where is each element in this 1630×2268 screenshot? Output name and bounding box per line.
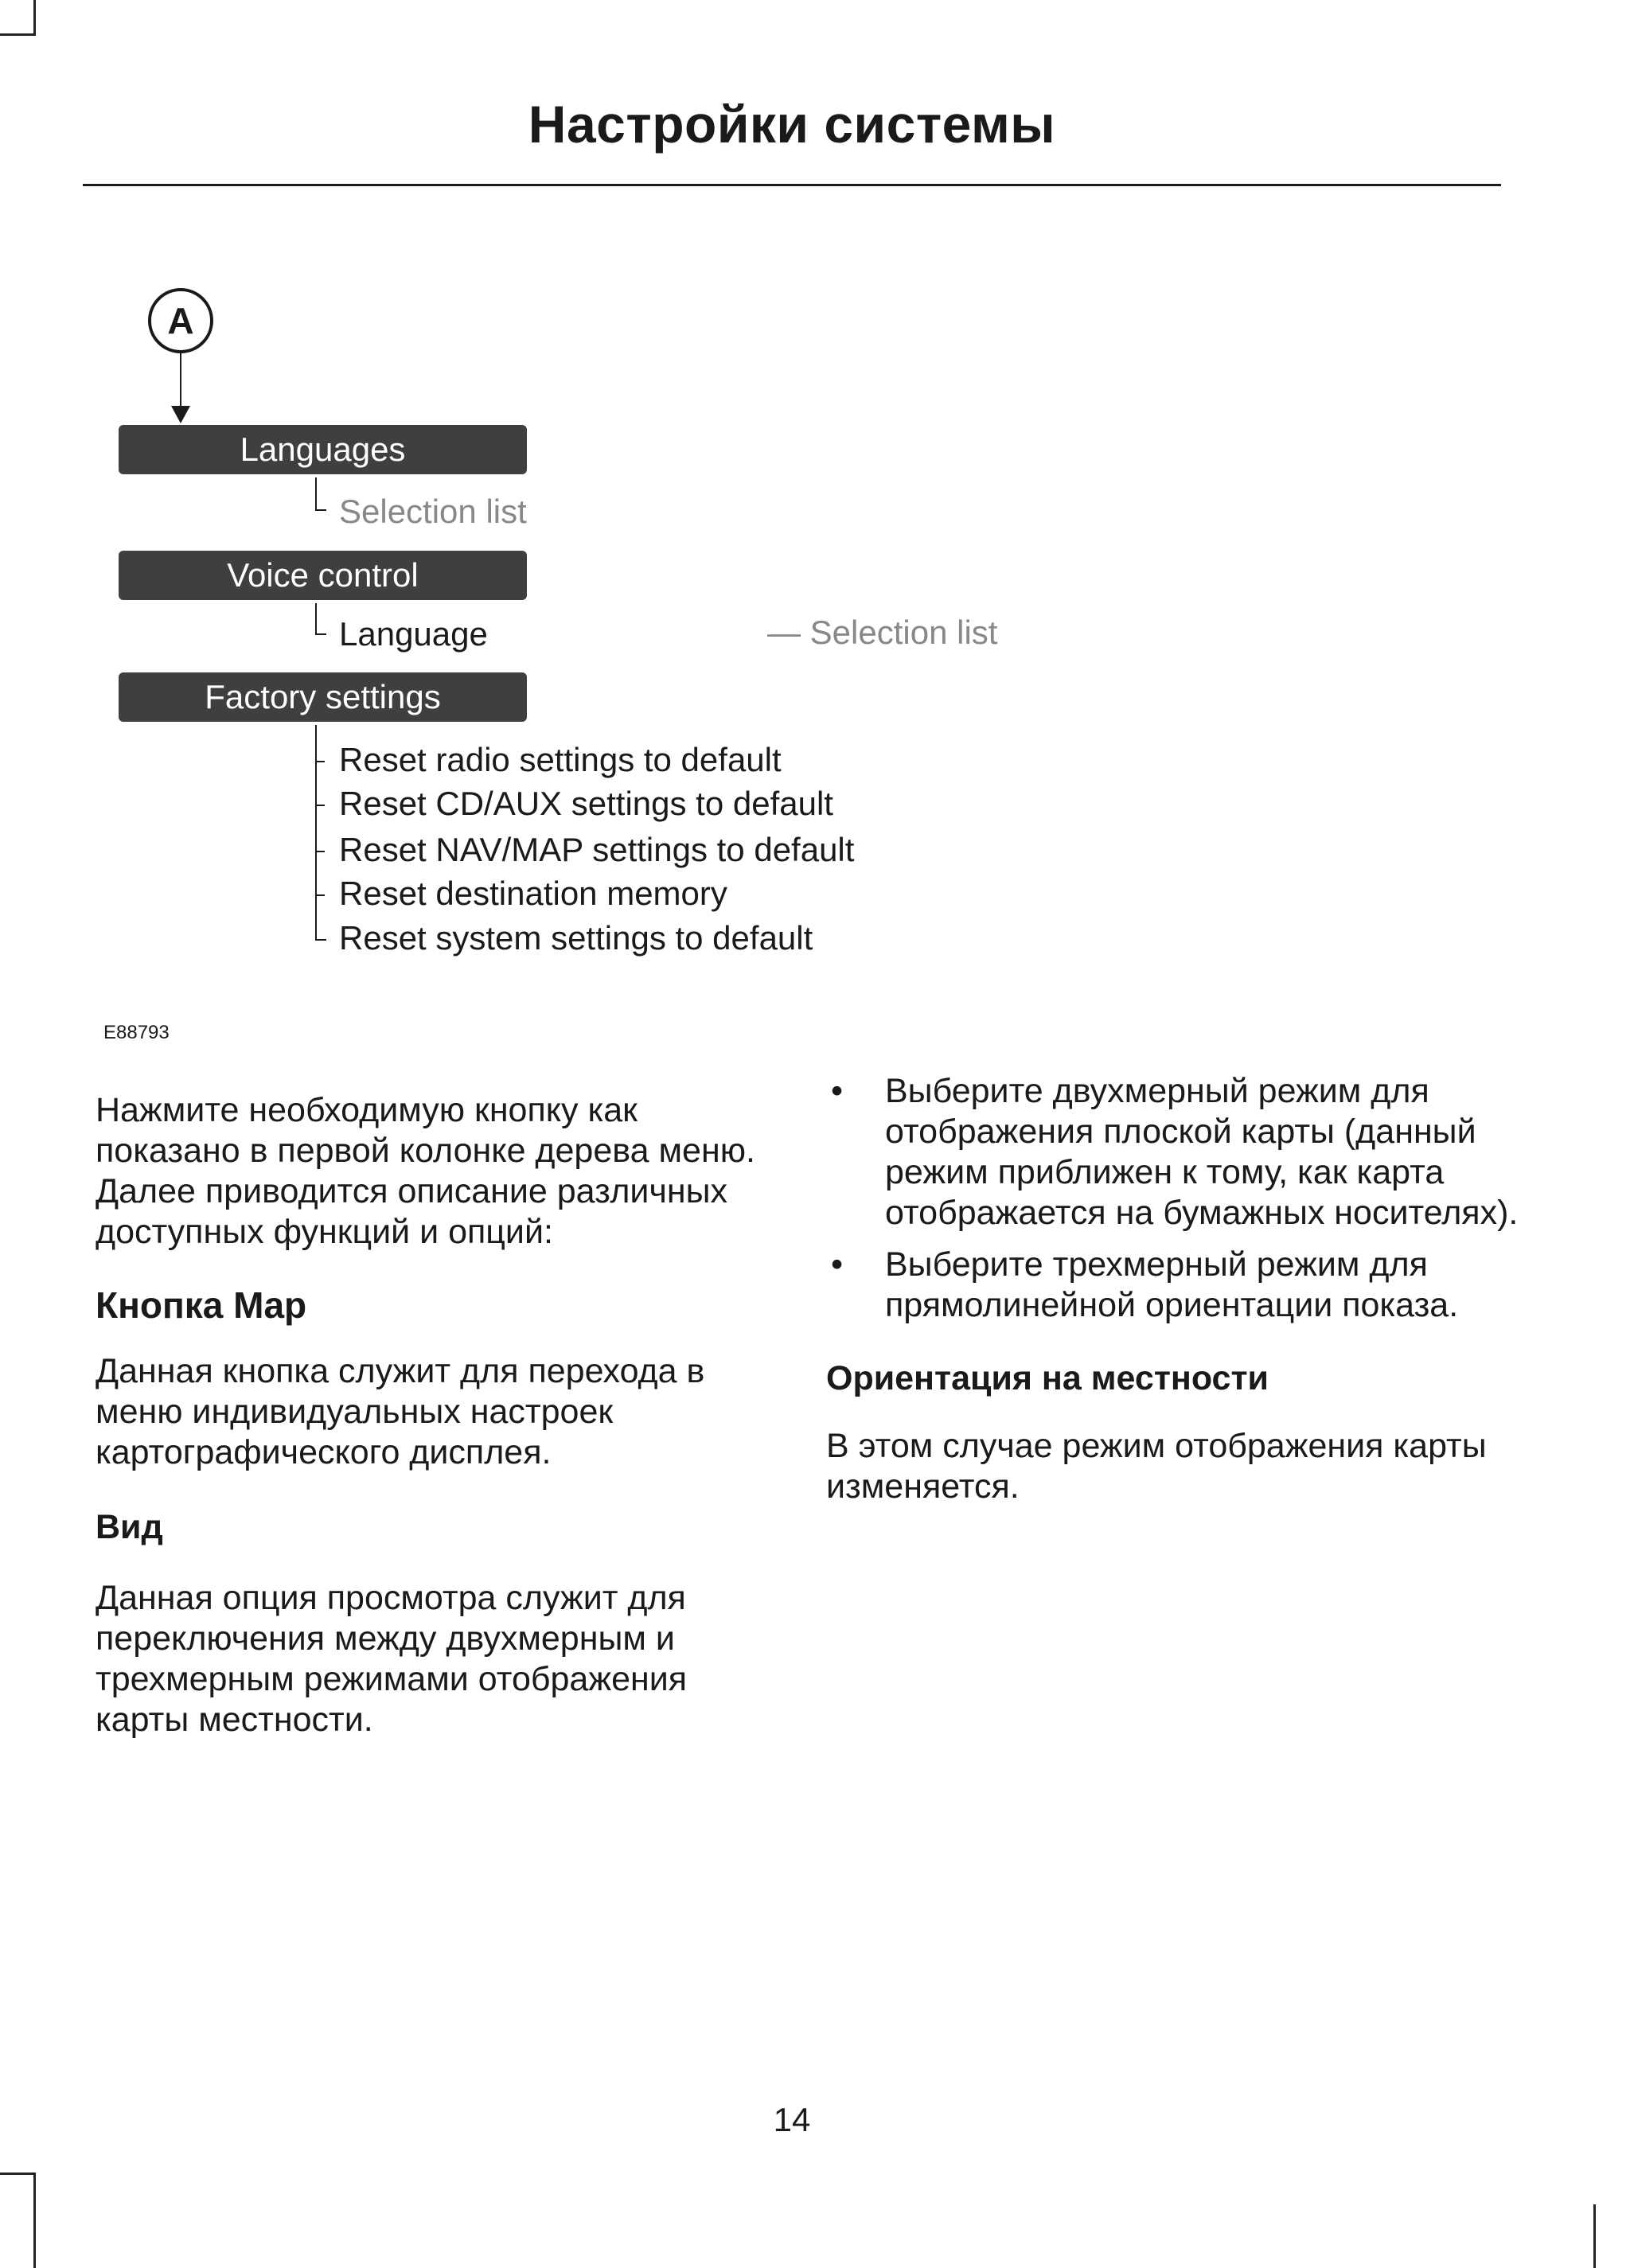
voice-language-selection-list: — Selection list xyxy=(767,614,998,651)
bullet-text: Выберите двухмерный режим для отображения плоской карты (данный режим приближен к тому, как карта отображается на бумажных носителях). xyxy=(885,1072,1519,1232)
tree-connector xyxy=(315,939,326,941)
tree-connector xyxy=(315,603,317,635)
tree-connector xyxy=(315,851,325,852)
bullet-text: Выберите трехмерный режим для прямолинейной ориентации показа. xyxy=(885,1245,1459,1324)
menu-box-factory-settings: Factory settings xyxy=(119,672,527,722)
tree-connector xyxy=(315,725,317,940)
crop-mark-top-left-h xyxy=(0,33,36,36)
crop-mark-bottom-left-v xyxy=(33,2173,36,2268)
tree-connector xyxy=(315,477,317,511)
bullet-icon: • xyxy=(831,1245,844,1284)
marker-a: A xyxy=(148,288,213,353)
view-heading: Вид xyxy=(96,1508,163,1546)
factory-item: Reset CD/AUX settings to default xyxy=(339,785,833,822)
arrow-down-icon xyxy=(171,406,190,423)
menu-box-languages: Languages xyxy=(119,425,527,474)
factory-item: Reset destination memory xyxy=(339,875,727,912)
crop-mark-bottom-left-h xyxy=(0,2173,36,2175)
tree-connector xyxy=(315,894,325,896)
factory-item: Reset system settings to default xyxy=(339,919,813,957)
menu-box-voice-control: Voice control xyxy=(119,551,527,600)
tree-connector xyxy=(315,633,326,635)
tree-connector xyxy=(315,805,325,806)
list-item xyxy=(826,1245,1527,1326)
right-column xyxy=(826,1071,1527,1507)
figure-code: E88793 xyxy=(103,1022,170,1043)
page-number: 14 xyxy=(773,2101,811,2138)
orientation-paragraph: В этом случае режим отображения карты изменяется. xyxy=(826,1427,1487,1506)
voice-language-item: Language xyxy=(339,615,488,653)
intro-paragraph: Нажмите необходимую кнопку как показано в первой колонке дерева меню. Далее приводится описание различных доступных функций и опций: xyxy=(96,1091,755,1251)
orientation-heading: Ориентация на местности xyxy=(826,1359,1269,1397)
factory-item: Reset radio settings to default xyxy=(339,741,782,778)
left-column xyxy=(96,1090,780,1740)
list-item xyxy=(826,1071,1527,1233)
page-title: Настройки системы xyxy=(528,95,1056,154)
title-divider xyxy=(83,184,1501,186)
arrow-shaft xyxy=(180,353,181,409)
factory-item: Reset NAV/MAP settings to default xyxy=(339,831,855,868)
map-button-heading: Кнопка Map xyxy=(96,1284,307,1326)
tree-connector xyxy=(315,761,325,762)
bullet-icon: • xyxy=(831,1072,844,1110)
map-button-paragraph: Данная кнопка служит для перехода в меню индивидуальных настроек картографического дисплея. xyxy=(96,1352,705,1471)
crop-mark-bottom-right-v xyxy=(1593,2204,1596,2268)
tree-connector xyxy=(315,509,326,511)
crop-mark-top-left-v xyxy=(33,0,36,35)
languages-selection-list: Selection list xyxy=(339,493,527,530)
view-paragraph: Данная опция просмотра служит для переключения между двухмерным и трехмерным режимами отображения карты местности. xyxy=(96,1579,688,1739)
